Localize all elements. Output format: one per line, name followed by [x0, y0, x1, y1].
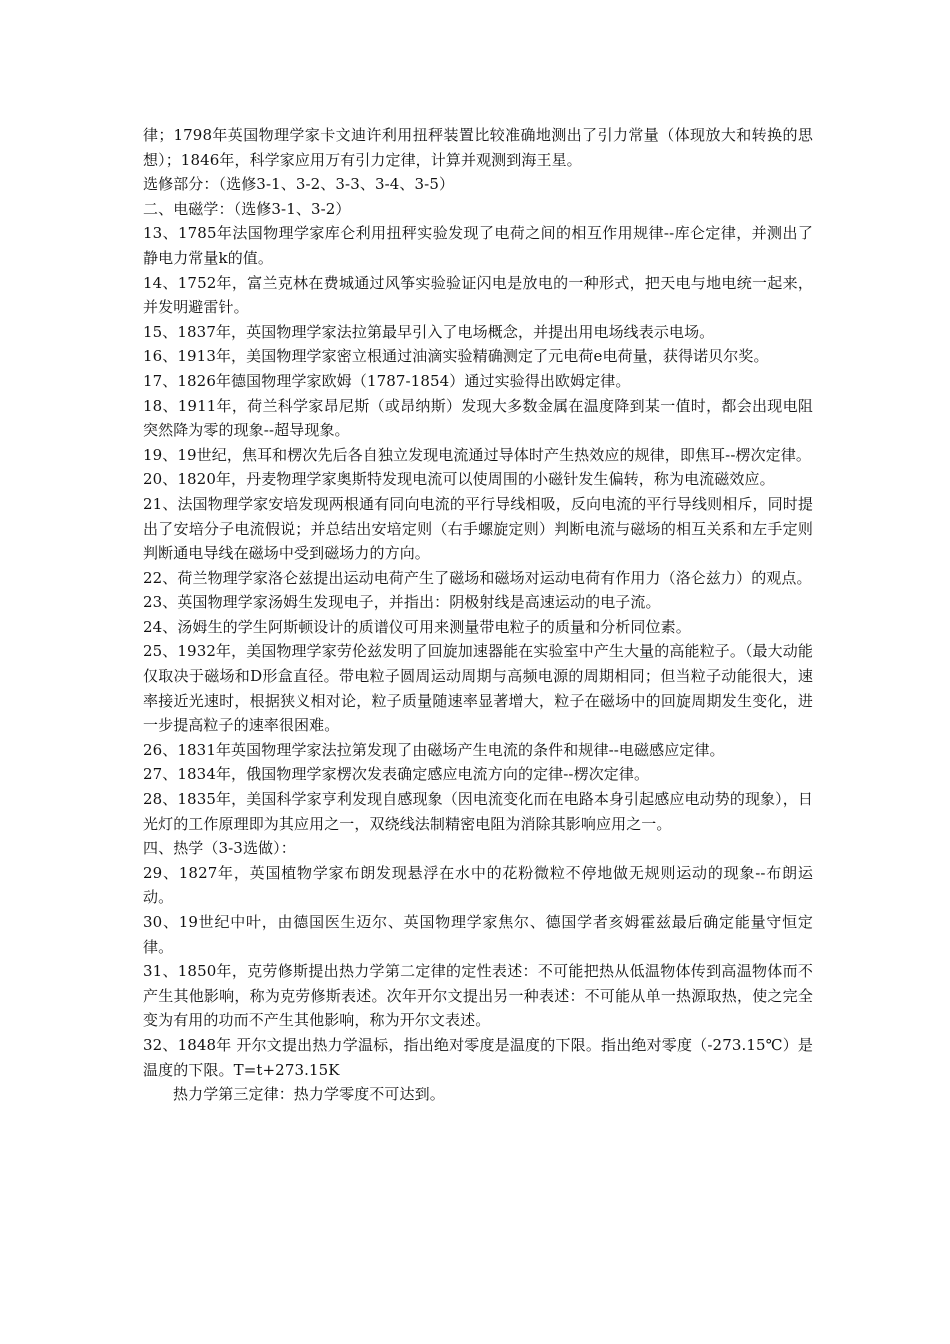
section-electromagnetism-heading: 二、电磁学：（选修3-1、3-2）	[143, 199, 351, 218]
section-electives-heading: 选修部分：（选修3-1、3-2、3-3、3-4、3-5）	[143, 175, 455, 194]
list-item-29: 29、1827年，英国植物学家布朗发现悬浮在水中的花粉微粒不停地做无规则运动的现象--布朗运动。	[143, 863, 813, 907]
list-item-21: 21、法国物理学家安培发现两根通有同向电流的平行导线相吸，反向电流的平行导线则相斥，同时提出了安培分子电流假说；并总结出安培定则（右手螺旋定则）判断电流与磁场的相互关系和左手定则判断通电导线在磁场中受到磁场力的方向。	[143, 494, 813, 563]
list-item-19: 19、19世纪，焦耳和楞次先后各自独立发现电流通过导体时产生热效应的规律，即焦耳--楞次定律。	[143, 445, 812, 464]
list-item-28: 28、1835年，美国科学家亨利发现自感现象（因电流变化而在电路本身引起感应电动势的现象），日光灯的工作原理即为其应用之一，双绕线法制精密电阻为消除其影响应用之一。	[143, 790, 813, 833]
list-item-25: 25、1932年，美国物理学家劳伦兹发明了回旋加速器能在实验室中产生大量的高能粒子。（最大动能仅取决于磁场和D形盒直径。带电粒子圆周运动周期与高频电源的周期相同；但当粒子动能很大，速率接近光速时，根据狭义相对论，粒子质量随速率显著增大，粒子在磁场中的回旋周期发生变化，进一步提高粒子的速率很困难。	[143, 642, 813, 735]
list-item-15: 15、1837年，英国物理学家法拉第最早引入了电场概念，并提出用电场线表示电场。	[143, 322, 715, 341]
list-item-27: 27、1834年，俄国物理学家楞次发表确定感应电流方向的定律--楞次定律。	[143, 765, 650, 784]
third-law-note: 热力学第三定律：热力学零度不可达到。	[173, 1085, 445, 1104]
list-item-30: 30、19世纪中叶，由德国医生迈尔、英国物理学家焦尔、德国学者亥姆霍兹最后确定能量守恒定律。	[143, 913, 813, 956]
list-item-20: 20、1820年，丹麦物理学家奥斯特发现电流可以使周围的小磁针发生偏转，称为电流磁效应。	[143, 470, 775, 489]
list-item-31: 31、1850年，克劳修斯提出热力学第二定律的定性表述：不可能把热从低温物体传到高温物体而不产生其他影响，称为克劳修斯表述。次年开尔文提出另一种表述：不可能从单一热源取热，使之完全变为有用的功而不产生其他影响，称为开尔文表述。	[143, 962, 813, 1030]
list-item-26: 26、1831年英国物理学家法拉第发现了由磁场产生电流的条件和规律--电磁感应定律。	[143, 740, 725, 759]
list-item-23: 23、英国物理学家汤姆生发现电子，并指出：阴极射线是高速运动的电子流。	[143, 593, 661, 612]
list-item-18: 18、1911年，荷兰科学家昂尼斯（或昂纳斯）发现大多数金属在温度降到某一值时，都会出现电阻突然降为零的现象--超导现象。	[143, 396, 813, 440]
list-item-24: 24、汤姆生的学生阿斯顿设计的质谱仪可用来测量带电粒子的质量和分析同位素。	[143, 617, 691, 636]
section-thermodynamics-heading: 四、热学（3-3选做）：	[143, 839, 296, 858]
list-item-14: 14、1752年，富兰克林在费城通过风筝实验验证闪电是放电的一种形式，把天电与地电统一起来，并发明避雷针。	[143, 273, 813, 317]
document-body	[143, 123, 813, 1107]
list-item-13: 13、1785年法国物理学家库仑利用扭秤实验发现了电荷之间的相互作用规律--库仑定律，并测出了静电力常量k的值。	[143, 224, 813, 267]
paragraph-gravity-history: 律；1798年英国物理学家卡文迪许利用扭秤装置比较准确地测出了引力常量（体现放大和转换的思想）；1846年，科学家应用万有引力定律，计算并观测到海王星。	[143, 126, 813, 169]
list-item-32: 32、1848年 开尔文提出热力学温标，指出绝对零度是温度的下限。指出绝对零度（-273.15℃）是温度的下限。T=t+273.15K	[143, 1035, 813, 1079]
list-item-22: 22、荷兰物理学家洛仑兹提出运动电荷产生了磁场和磁场对运动电荷有作用力（洛仑兹力）的观点。	[143, 568, 812, 587]
list-item-17: 17、1826年德国物理学家欧姆（1787-1854）通过实验得出欧姆定律。	[143, 371, 631, 390]
list-item-16: 16、1913年，美国物理学家密立根通过油滴实验精确测定了元电荷e电荷量，获得诺贝尔奖。	[143, 347, 769, 366]
